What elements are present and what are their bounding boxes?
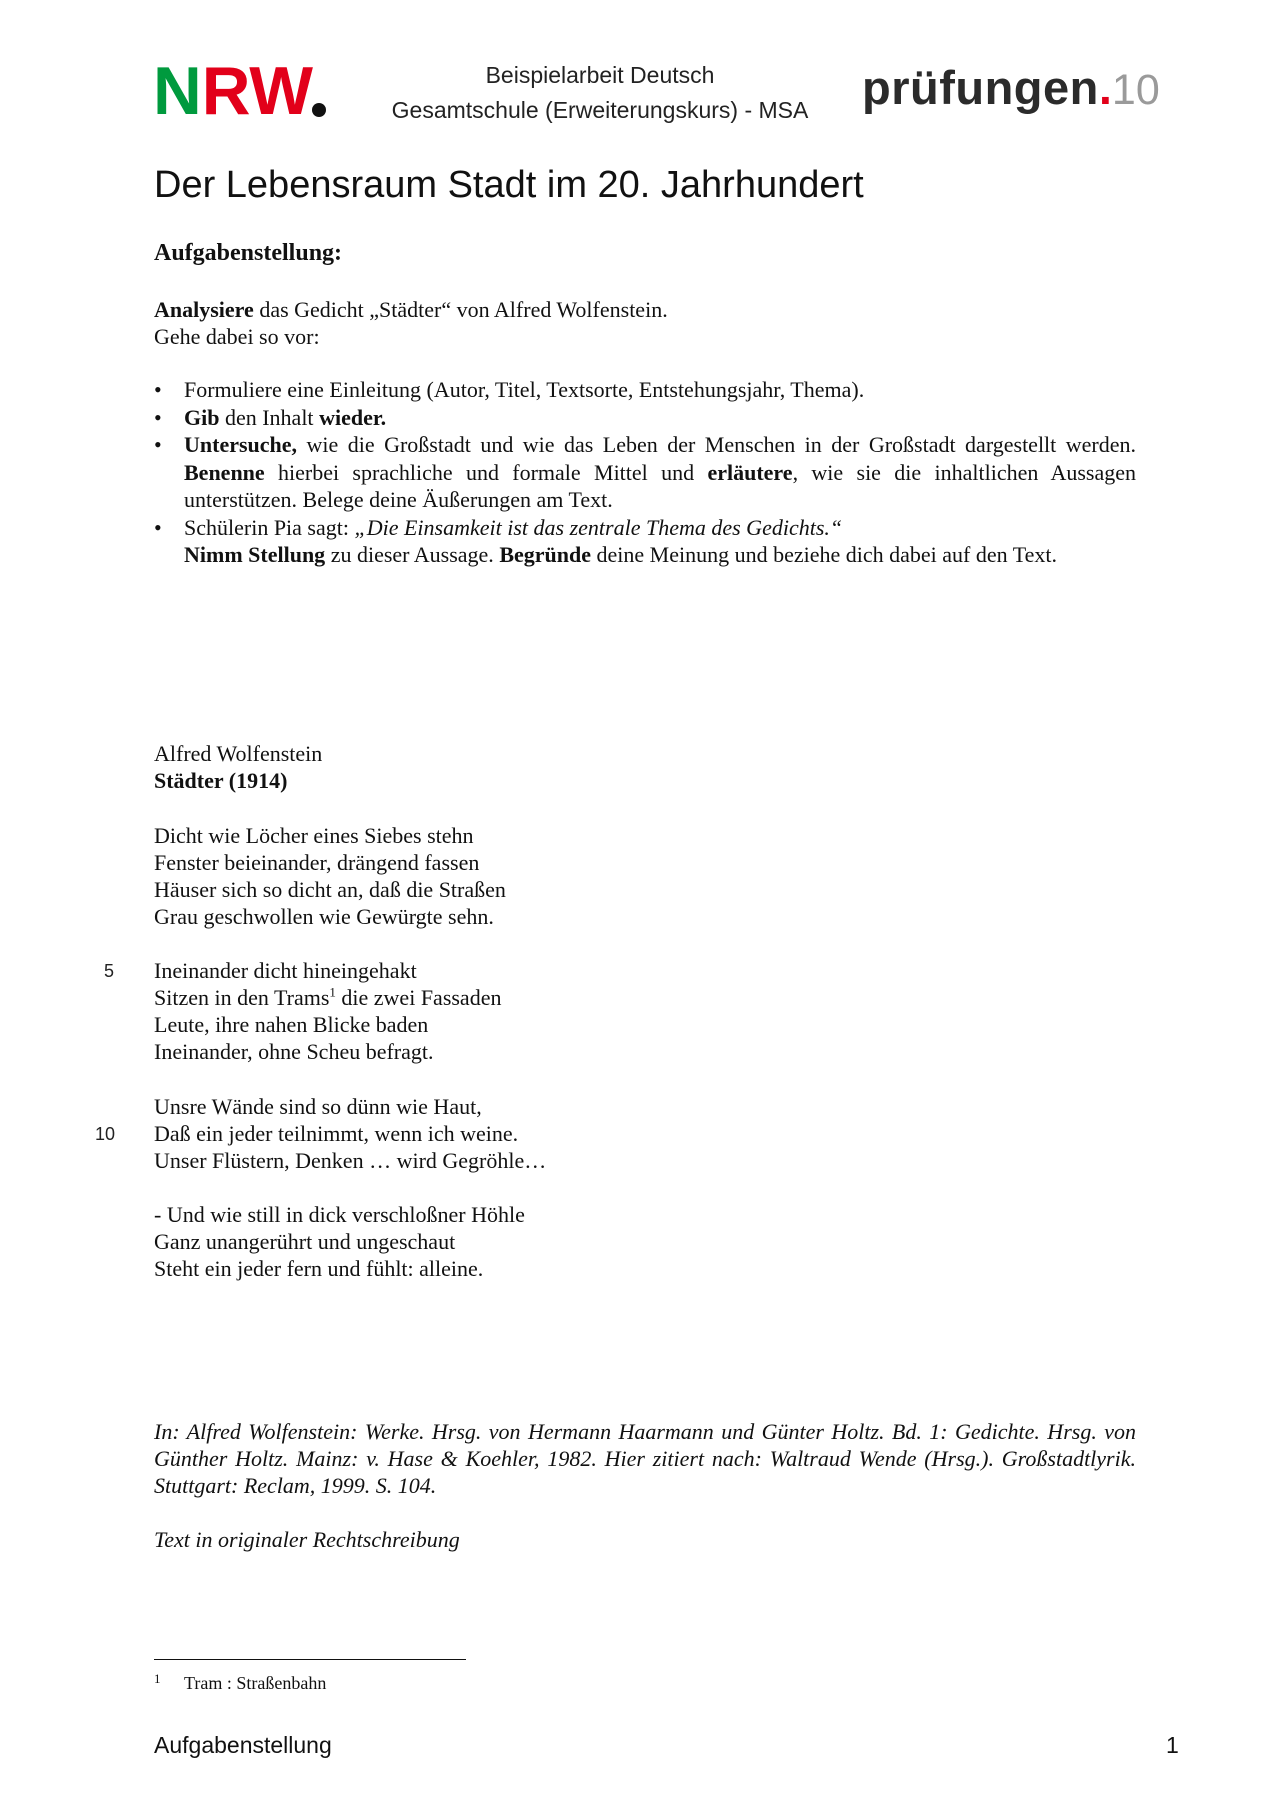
page-number: 1 xyxy=(1166,1732,1179,1758)
task-intro xyxy=(154,296,668,350)
task-keyword: Benenne xyxy=(184,459,265,485)
orthography-note: Text in originaler Rechtschreibung xyxy=(154,1527,460,1552)
task-item-text: wie die Großstadt und wie das Leben der Menschen in der Großstadt dargestellt werden. xyxy=(297,432,1136,457)
pruefungen-logo xyxy=(862,60,1160,120)
pruefungen-logo-word: prüfungen xyxy=(862,61,1099,114)
nrw-logo xyxy=(153,60,327,122)
poem-author: Alfred Wolfenstein xyxy=(154,741,323,766)
poem-line: Ganz unangerührt und ungeschaut xyxy=(154,1229,456,1254)
task-item-text: Formuliere eine Einleitung (Autor, Titel, Textsorte, Entstehungsjahr, Thema). xyxy=(184,377,865,402)
poem-line: Steht ein jeder fern und fühlt: alleine. xyxy=(154,1256,484,1281)
header-center xyxy=(360,58,840,128)
task-item-text: Schülerin Pia sagt: xyxy=(184,514,355,540)
footnote xyxy=(154,1672,326,1694)
task-item-text: deine Meinung und beziehe dich dabei auf den Text. xyxy=(591,542,1058,567)
poem-line: Ineinander, ohne Scheu befragt. xyxy=(154,1039,434,1064)
task-item xyxy=(154,404,1136,432)
task-keyword: Untersuche, xyxy=(184,432,298,457)
pia-quote: „Die Einsamkeit ist das zentrale Thema des Gedichts.“ xyxy=(354,514,843,540)
poem-stanza-3 xyxy=(154,1093,546,1174)
page-title: Der Lebensraum Stadt im 20. Jahrhundert xyxy=(154,164,864,206)
poem-line: Ineinander dicht hineingehakt xyxy=(154,958,417,983)
task-keyword: wieder. xyxy=(319,404,387,430)
task-item-text: den Inhalt xyxy=(219,404,320,430)
footnote-mark: 1 xyxy=(154,1671,161,1686)
task-list xyxy=(154,376,1136,569)
poem-line: Unsre Wände sind so dünn wie Haut, xyxy=(154,1094,482,1119)
bullet-icon: • xyxy=(154,404,162,430)
poem-line: Grau geschwollen wie Gewürgte sehn. xyxy=(154,904,494,929)
poem-line: Unser Flüstern, Denken … wird Gegröhle… xyxy=(154,1148,547,1173)
nrw-logo-n: N xyxy=(153,60,203,122)
nrw-logo-text xyxy=(153,60,314,122)
poem-line-text: Sitzen in den Trams xyxy=(154,985,330,1010)
task-keyword: Gib xyxy=(184,404,220,430)
poem-line: Daß ein jeder teilnimmt, wenn ich weine. xyxy=(154,1121,519,1146)
task-keyword: Nimm Stellung xyxy=(184,542,326,567)
footnote-reference: 1 xyxy=(329,984,336,1000)
task-item-text: hierbei sprachliche und formale Mittel und xyxy=(264,459,708,485)
intro-keyword: Analysiere xyxy=(154,297,254,322)
poem-line xyxy=(154,984,501,1011)
task-item xyxy=(154,514,1136,569)
footer-label: Aufgabenstellung xyxy=(154,1732,332,1758)
poem-line: Häuser sich so dicht an, daß die Straßen xyxy=(154,877,506,902)
task-item-text: , wie sie die inhaltlichen Aussagen unterstützen. Belege deine Äußerungen am Text. xyxy=(184,459,1137,512)
task-item xyxy=(154,376,1136,404)
task-intro-line1 xyxy=(154,296,668,323)
task-intro-line2: Gehe dabei so vor: xyxy=(154,324,320,349)
header-school: Gesamtschule (Erweiterungskurs) - MSA xyxy=(391,97,809,123)
nrw-logo-dot xyxy=(312,103,326,117)
line-number-10: 10 xyxy=(95,1124,116,1144)
task-keyword: erläutere xyxy=(707,459,793,485)
nrw-logo-rw: RW xyxy=(201,60,314,122)
poem-stanza-4 xyxy=(154,1201,525,1282)
pruefungen-logo-number: 10 xyxy=(1111,66,1160,114)
poem-stanza-2 xyxy=(154,957,501,1065)
task-item xyxy=(154,431,1136,514)
poem-line: Fenster beieinander, drängend fassen xyxy=(154,850,480,875)
poem-line: Dicht wie Löcher eines Siebes stehn xyxy=(154,823,474,848)
poem-line: Leute, ihre nahen Blicke baden xyxy=(154,1012,429,1037)
bullet-icon: • xyxy=(154,432,162,457)
poem-title: Städter (1914) xyxy=(154,768,288,793)
task-item-text: zu dieser Aussage. xyxy=(325,542,500,567)
source-citation: In: Alfred Wolfenstein: Werke. Hrsg. von Hermann Haarmann und Günter Holtz. Bd. 1: Gedichte. Hrsg. von Günther Holtz. Mainz: v. Hase & Koehler, 1982. Hier zitiert nach: Waltraud Wende (Hrsg.). Großstadtlyrik. Stuttgart: Reclam, 1999. S. 104. xyxy=(154,1419,1136,1498)
header-subject: Beispielarbeit Deutsch xyxy=(485,62,715,88)
bullet-icon: • xyxy=(154,514,162,540)
pruefungen-logo-dot: . xyxy=(1098,61,1112,114)
bullet-icon: • xyxy=(154,377,162,402)
poem-line-text: die zwei Fassaden xyxy=(335,985,502,1010)
task-keyword: Begründe xyxy=(499,542,591,567)
poem-line: - Und wie still in dick verschloßner Höhle xyxy=(154,1202,525,1227)
task-heading: Aufgabenstellung: xyxy=(154,240,343,266)
intro-text: das Gedicht „Städter“ von Alfred Wolfenstein. xyxy=(253,297,668,322)
footnote-divider xyxy=(154,1659,466,1660)
footnote-text: Tram : Straßenbahn xyxy=(184,1673,327,1693)
poem-stanza-1 xyxy=(154,822,506,930)
line-number-5: 5 xyxy=(104,961,115,981)
